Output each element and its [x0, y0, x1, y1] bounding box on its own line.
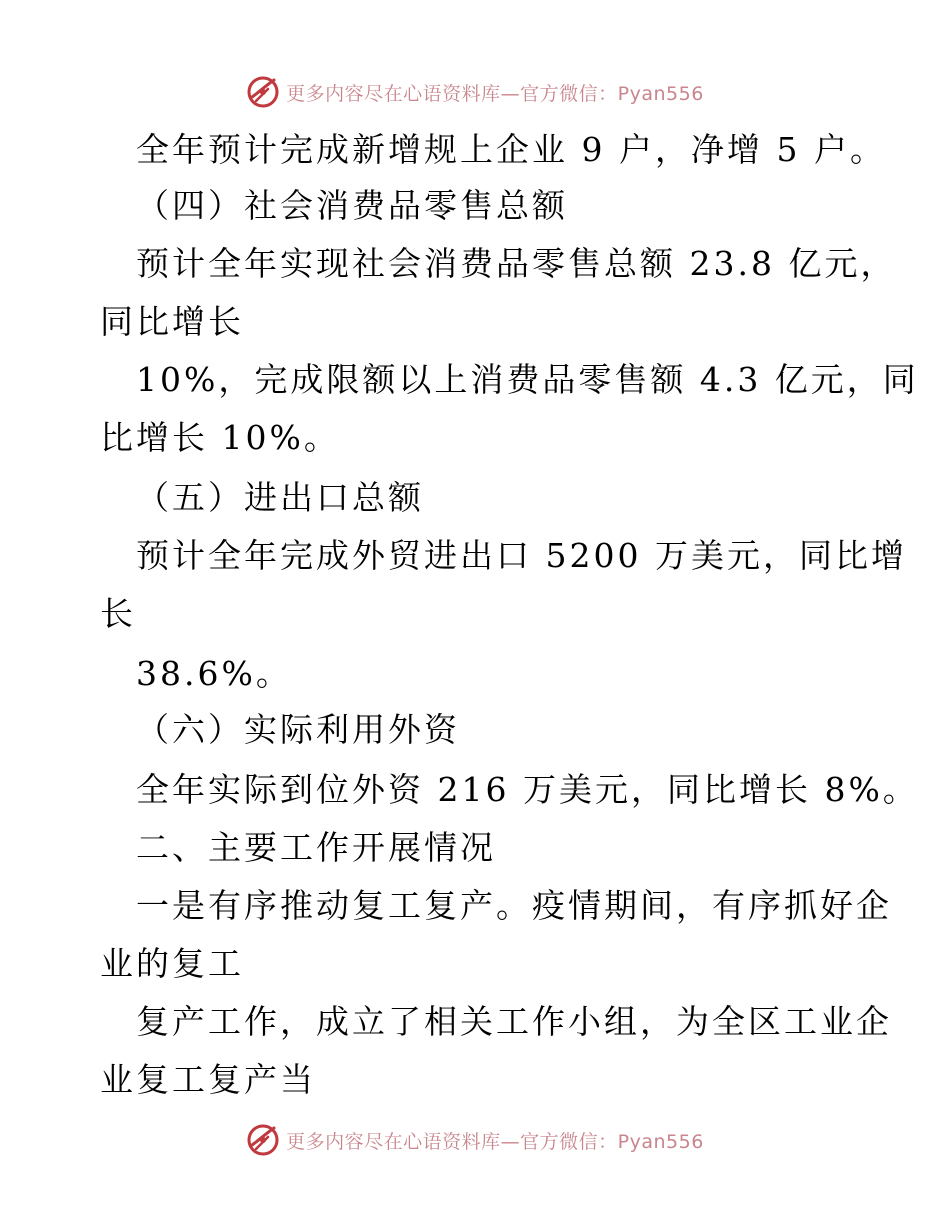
- body-line: 预计全年实现社会消费品零售总额 23.8 亿元，: [136, 244, 897, 283]
- body-line: 复产工作，成立了相关工作小组，为全区工业企: [136, 1002, 892, 1041]
- body-line: 业复工复产当: [100, 1060, 316, 1099]
- footer-banner-text: 更多内容尽在心语资料库—官方微信：Pyan556: [286, 1130, 704, 1153]
- body-line: 10%，完成限额以上消费品零售额 4.3 亿元，同: [136, 360, 919, 399]
- body-line: 业的复工: [100, 944, 244, 983]
- pen-logo-icon: [246, 1123, 280, 1157]
- body-line: 比增长 10%。: [100, 418, 340, 457]
- body-line: 预计全年完成外贸进出口 5200 万美元，同比增: [136, 536, 907, 575]
- section-heading: （五）进出口总额: [136, 478, 424, 517]
- body-line: 全年实际到位外资 216 万美元，同比增长 8%。: [136, 770, 919, 809]
- section-heading: （六）实际利用外资: [136, 710, 460, 749]
- body-line: 38.6%。: [136, 654, 292, 693]
- section-heading: （四）社会消费品零售总额: [136, 186, 568, 225]
- section-heading: 二、主要工作开展情况: [136, 828, 496, 867]
- body-line: 同比增长: [100, 302, 244, 341]
- header-banner-text: 更多内容尽在心语资料库—官方微信：Pyan556: [286, 82, 704, 105]
- footer-banner: [0, 1120, 950, 1160]
- body-line: 一是有序推动复工复产。疫情期间，有序抓好企: [136, 886, 892, 925]
- body-line: 长: [100, 594, 136, 633]
- body-line: 全年预计完成新增规上企业 9 户，净增 5 户。: [136, 130, 886, 169]
